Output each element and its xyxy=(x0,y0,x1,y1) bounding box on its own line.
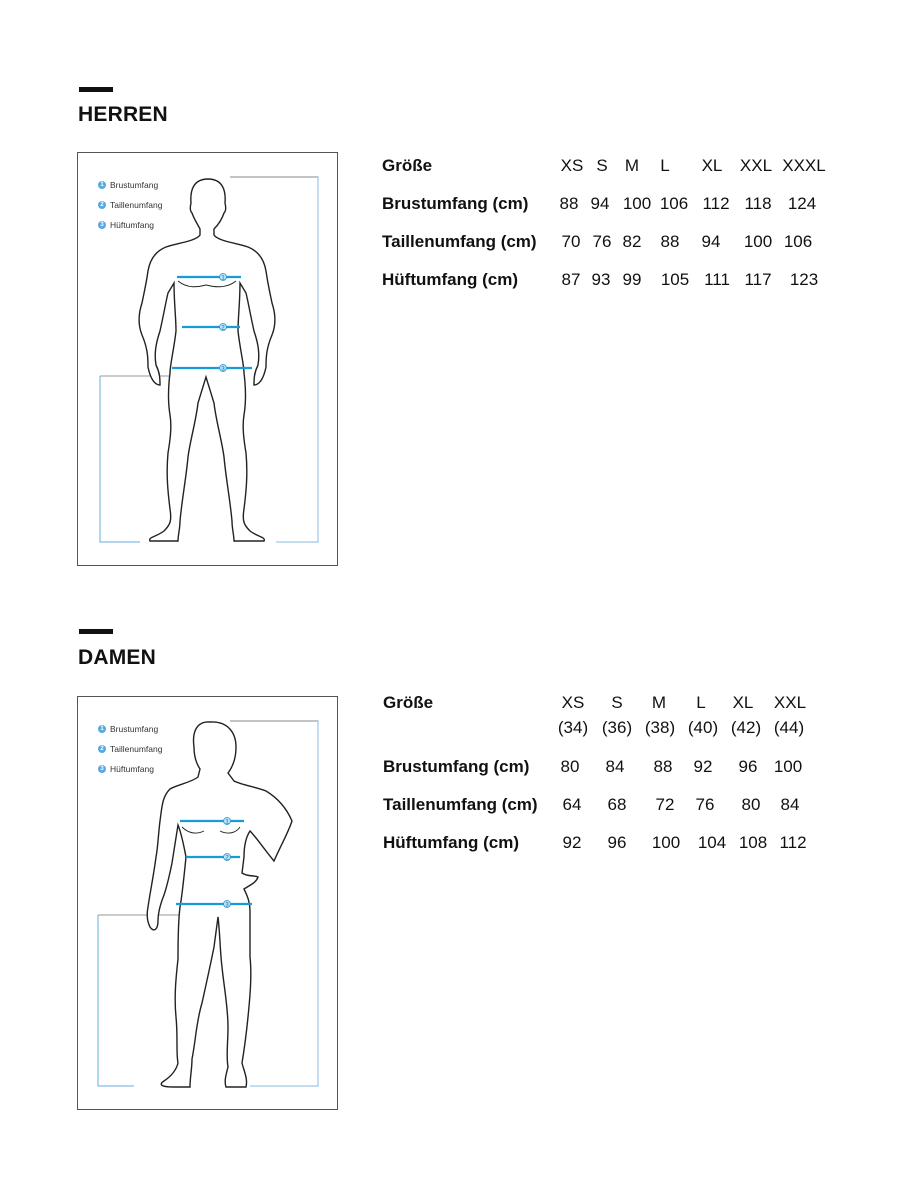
size-header: XS xyxy=(561,693,585,712)
header-label-groesse: Größe xyxy=(382,156,433,175)
legend-label: Taillenumfang xyxy=(110,200,163,210)
table-cell: 111 xyxy=(704,270,730,289)
table-cell: 117 xyxy=(744,270,772,289)
measurement-legend-women xyxy=(98,719,162,779)
table-cell: 70 xyxy=(561,232,581,251)
size-header: XL xyxy=(732,693,754,712)
table-cell: 112 xyxy=(702,194,730,213)
legend-label: Hüftumfang xyxy=(110,220,154,230)
size-header: L xyxy=(696,693,706,712)
table-cell: 93 xyxy=(591,270,611,289)
table-cell: 94 xyxy=(590,194,610,213)
table-cell: 99 xyxy=(622,270,642,289)
header-label-groesse: Größe xyxy=(383,693,434,712)
legend-item-taillenumfang xyxy=(98,739,162,759)
row-label: Hüftumfang (cm) xyxy=(383,833,519,852)
legend-item-taillenumfang xyxy=(98,195,162,215)
body-figure-men xyxy=(77,152,338,566)
size-number: (36) xyxy=(601,718,633,737)
legend-number-1-icon: 1 xyxy=(98,725,106,733)
size-number: (40) xyxy=(687,718,719,737)
table-cell: 100 xyxy=(743,232,773,251)
table-cell: 100 xyxy=(651,833,681,852)
legend-number-2-icon: 2 xyxy=(98,201,106,209)
legend-number-3-icon: 3 xyxy=(98,221,106,229)
table-cell: 96 xyxy=(607,833,627,852)
size-header: XXL xyxy=(739,156,773,175)
size-header: XXXL xyxy=(782,156,826,175)
table-cell: 72 xyxy=(655,795,675,814)
legend-number-2-icon: 2 xyxy=(98,745,106,753)
table-cell: 87 xyxy=(561,270,581,289)
table-cell: 76 xyxy=(592,232,612,251)
size-header: M xyxy=(651,693,667,712)
size-header: M xyxy=(624,156,640,175)
table-cell: 123 xyxy=(789,270,819,289)
legend-label: Brustumfang xyxy=(110,724,159,734)
table-cell: 80 xyxy=(741,795,761,814)
table-cell: 82 xyxy=(622,232,642,251)
size-table-damen xyxy=(383,693,823,863)
legend-label: Hüftumfang xyxy=(110,764,154,774)
table-cell: 112 xyxy=(779,833,807,852)
size-number: (38) xyxy=(644,718,676,737)
size-table-herren xyxy=(382,156,842,306)
svg-text:3: 3 xyxy=(221,366,225,373)
measurement-legend-men xyxy=(98,175,162,235)
section-bar-herren xyxy=(79,87,113,92)
table-cell: 100 xyxy=(773,757,803,776)
size-header: XS xyxy=(560,156,584,175)
table-cell: 92 xyxy=(693,757,713,776)
table-cell: 106 xyxy=(659,194,689,213)
table-cell: 64 xyxy=(562,795,582,814)
size-header: XL xyxy=(701,156,723,175)
table-cell: 88 xyxy=(660,232,680,251)
svg-text:3: 3 xyxy=(225,902,229,909)
table-cell: 106 xyxy=(783,232,813,251)
body-figure-women xyxy=(77,696,338,1110)
section-title-herren: HERREN xyxy=(78,103,168,126)
legend-item-hueftumfang xyxy=(98,759,162,779)
section-bar-damen xyxy=(79,629,113,634)
section-title-damen: DAMEN xyxy=(78,646,156,669)
table-cell: 105 xyxy=(660,270,690,289)
table-cell: 118 xyxy=(744,194,772,213)
svg-text:1: 1 xyxy=(225,819,229,826)
size-number: (34) xyxy=(557,718,589,737)
table-cell: 124 xyxy=(787,194,817,213)
size-number: (42) xyxy=(730,718,762,737)
table-cell: 88 xyxy=(653,757,673,776)
row-label: Taillenumfang (cm) xyxy=(383,795,538,814)
legend-label: Brustumfang xyxy=(110,180,159,190)
size-header: XXL xyxy=(773,693,807,712)
table-cell: 68 xyxy=(607,795,627,814)
legend-number-3-icon: 3 xyxy=(98,765,106,773)
size-header: S xyxy=(596,156,608,175)
legend-item-brustumfang xyxy=(98,175,162,195)
table-cell: 104 xyxy=(697,833,727,852)
row-label: Brustumfang (cm) xyxy=(382,194,529,213)
legend-item-brustumfang xyxy=(98,719,162,739)
size-number: (44) xyxy=(773,718,805,737)
table-cell: 88 xyxy=(559,194,579,213)
size-header: L xyxy=(660,156,670,175)
svg-text:2: 2 xyxy=(225,855,229,862)
table-cell: 92 xyxy=(562,833,582,852)
table-cell: 96 xyxy=(738,757,758,776)
size-header: S xyxy=(611,693,623,712)
row-label: Taillenumfang (cm) xyxy=(382,232,537,251)
table-cell: 94 xyxy=(701,232,721,251)
legend-number-1-icon: 1 xyxy=(98,181,106,189)
row-label: Brustumfang (cm) xyxy=(383,757,530,776)
table-cell: 100 xyxy=(622,194,652,213)
legend-item-hueftumfang xyxy=(98,215,162,235)
table-cell: 84 xyxy=(780,795,800,814)
table-cell: 80 xyxy=(560,757,580,776)
table-cell: 108 xyxy=(738,833,768,852)
table-cell: 76 xyxy=(695,795,715,814)
row-label: Hüftumfang (cm) xyxy=(382,270,518,289)
legend-label: Taillenumfang xyxy=(110,744,163,754)
svg-text:1: 1 xyxy=(221,275,225,282)
table-cell: 84 xyxy=(605,757,625,776)
svg-text:2: 2 xyxy=(221,325,225,332)
